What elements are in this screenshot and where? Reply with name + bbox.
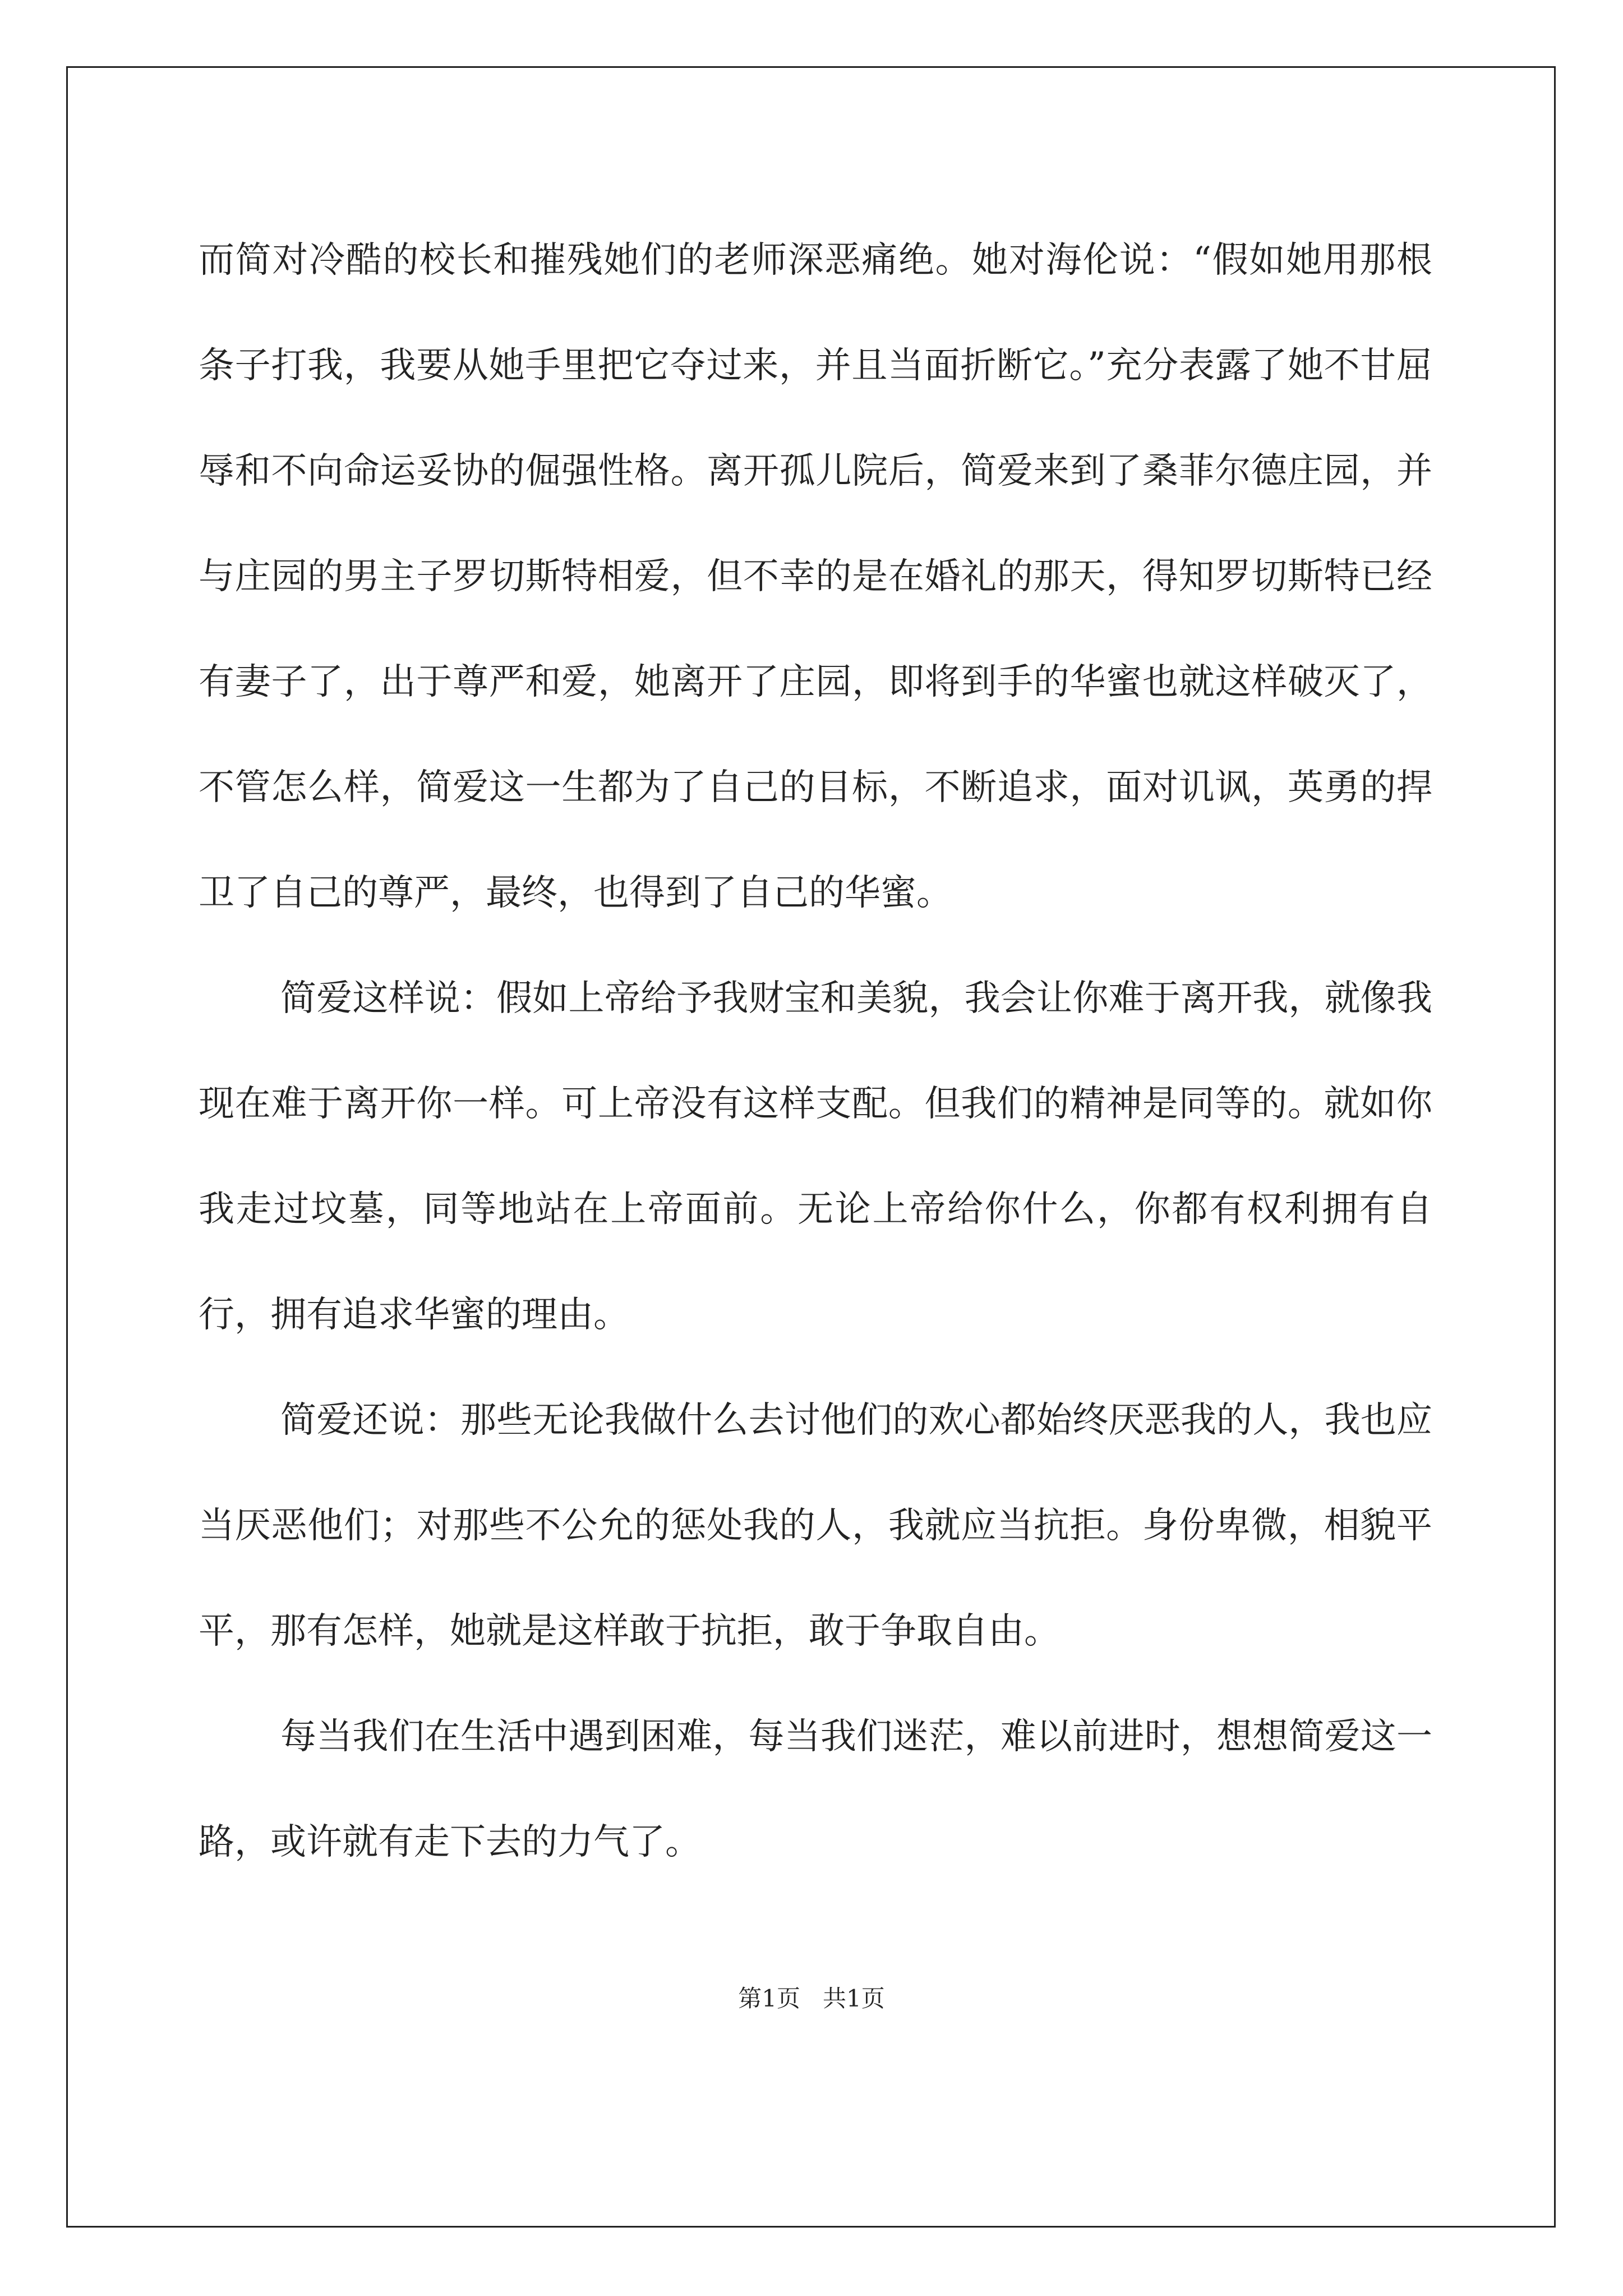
paragraph-4: 每当我们在生活中遇到困难，每当我们迷茫，难以前进时，想想简爱这一路，或许就有走下去的力气了。	[199, 1716, 1432, 1863]
paragraph-2: 简爱这样说：假如上帝给予我财宝和美貌，我会让你难于离开我，就像我现在难于离开你一样。可上帝没有这样支配。但我们的精神是同等的。就如你我走过坟墓，同等地站在上帝面前。无论上帝给你什么，你都有权利拥有自行，拥有追求华蜜的理由。	[199, 978, 1432, 1336]
page-footer: 第1页 共1页	[738, 1985, 885, 2012]
paragraph-1: 而简对冷酷的校长和摧残她们的老师深恶痛绝。她对海伦说：“假如她用那根条子打我，我要从她手里把它夺过来，并且当面折断它。”充分表露了她不甘屈辱和不向命运妥协的倔强性格。离开孤儿院后，简爱来到了桑菲尔德庄园，并与庄园的男主子罗切斯特相爱，但不幸的是在婚礼的那天，得知罗切斯特已经有妻子了，出于尊严和爱，她离开了庄园，即将到手的华蜜也就这样破灭了，不管怎么样，简爱这一生都为了自己的目标，不断追求，面对讥讽，英勇的捍卫了自己的尊严，最终，也得到了自己的华蜜。	[199, 240, 1432, 914]
paragraph-3: 简爱还说：那些无论我做什么去讨他们的欢心都始终厌恶我的人，我也应当厌恶他们；对那些不公允的惩处我的人，我就应当抗拒。身份卑微，相貌平平，那有怎样，她就是这样敢于抗拒，敢于争取自由。	[199, 1400, 1432, 1652]
document-body	[199, 208, 1432, 1895]
